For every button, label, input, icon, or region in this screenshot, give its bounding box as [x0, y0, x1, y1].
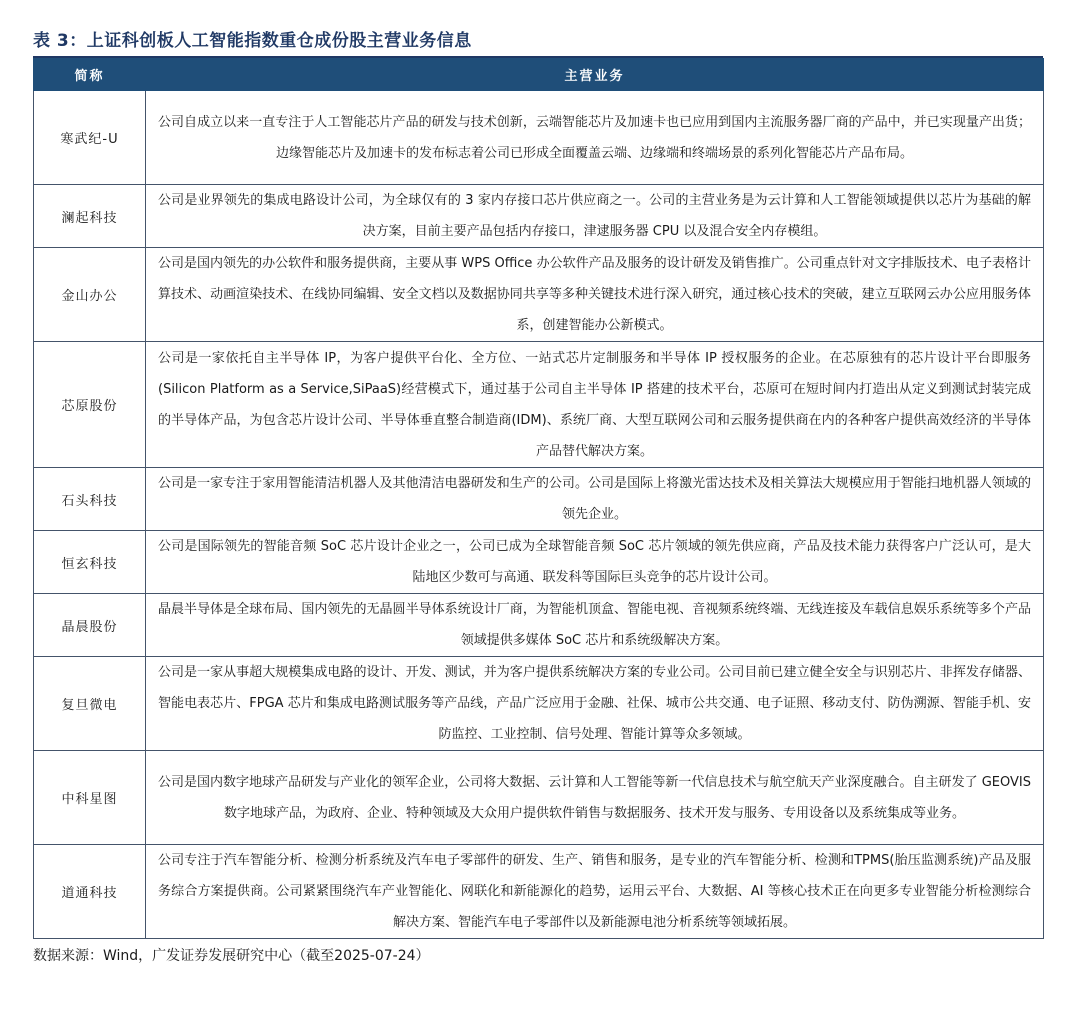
table-row	[34, 342, 1044, 468]
company-name: 澜起科技	[34, 185, 146, 248]
business-desc: 公司是一家专注于家用智能清洁机器人及其他清洁电器研发和生产的公司。公司是国际上将激光雷达技术及相关算法大规模应用于智能扫地机器人领域的领先企业。	[146, 468, 1044, 531]
business-desc: 公司是一家从事超大规模集成电路的设计、开发、测试，并为客户提供系统解决方案的专业公司。公司目前已建立健全安全与识别芯片、非挥发存储器、智能电表芯片、FPGA 芯片和集成电路测试服务等产品线，产品广泛应用于金融、社保、城市公共交通、电子证照、移动支付、防伪溯源、智能手机、安防监控、工业控制、信号处理、智能计算等众多领域。	[146, 657, 1044, 751]
table-row	[34, 185, 1044, 248]
company-name: 寒武纪-U	[34, 91, 146, 185]
company-name: 道通科技	[34, 845, 146, 939]
company-name: 复旦微电	[34, 657, 146, 751]
table-row	[34, 594, 1044, 657]
table-row	[34, 248, 1044, 342]
table-title: 表 3：上证科创板人工智能指数重仓成份股主营业务信息	[33, 26, 1043, 58]
table-row	[34, 91, 1044, 185]
company-name: 芯原股份	[34, 342, 146, 468]
business-desc: 公司是一家依托自主半导体 IP，为客户提供平台化、全方位、一站式芯片定制服务和半导体 IP 授权服务的企业。在芯原独有的芯片设计平台即服务(Silicon Platform as a Service,SiPaaS)经营模式下，通过基于公司自主半导体 IP 搭建的技术平台，芯原可在短时间内打造出从定义到测试封装完成的半导体产品，为包含芯片设计公司、半导体垂直整合制造商(IDM)、系统厂商、大型互联网公司和云服务提供商在内的各种客户提供高效经济的半导体产品替代解决方案。	[146, 342, 1044, 468]
table-row	[34, 845, 1044, 939]
table-row	[34, 531, 1044, 594]
table-header-row	[34, 59, 1044, 91]
business-desc: 公司专注于汽车智能分析、检测分析系统及汽车电子零部件的研发、生产、销售和服务，是专业的汽车智能分析、检测和TPMS(胎压监测系统)产品及服务综合方案提供商。公司紧紧围绕汽车产业智能化、网联化和新能源化的趋势，运用云平台、大数据、AI 等核心技术正在向更多专业智能分析检测综合解决方案、智能汽车电子零部件以及新能源电池分析系统等领域拓展。	[146, 845, 1044, 939]
header-name: 简称	[34, 59, 146, 91]
data-source-note: 数据来源：Wind，广发证券发展研究中心（截至2025-07-24）	[33, 948, 430, 964]
business-desc: 公司是国际领先的智能音频 SoC 芯片设计企业之一，公司已成为全球智能音频 SoC 芯片领域的领先供应商，产品及技术能力获得客户广泛认可，是大陆地区少数可与高通、联发科等国际巨头竞争的芯片设计公司。	[146, 531, 1044, 594]
table-row	[34, 657, 1044, 751]
table-row	[34, 751, 1044, 845]
business-info-table	[33, 58, 1044, 939]
company-name: 中科星图	[34, 751, 146, 845]
business-desc: 晶晨半导体是全球布局、国内领先的无晶圆半导体系统设计厂商，为智能机顶盒、智能电视、音视频系统终端、无线连接及车载信息娱乐系统等多个产品领域提供多媒体 SoC 芯片和系统级解决方案。	[146, 594, 1044, 657]
business-desc: 公司是国内数字地球产品研发与产业化的领军企业，公司将大数据、云计算和人工智能等新一代信息技术与航空航天产业深度融合。自主研发了 GEOVIS 数字地球产品，为政府、企业、特种领域及大众用户提供软件销售与数据服务、技术开发与服务、专用设备以及系统集成等业务。	[146, 751, 1044, 845]
business-desc: 公司是国内领先的办公软件和服务提供商，主要从事 WPS Office 办公软件产品及服务的设计研发及销售推广。公司重点针对文字排版技术、电子表格计算技术、动画渲染技术、在线协同编辑、安全文档以及数据协同共享等多种关键技术进行深入研究，通过核心技术的突破，建立互联网云办公应用服务体系，创建智能办公新模式。	[146, 248, 1044, 342]
business-desc: 公司自成立以来一直专注于人工智能芯片产品的研发与技术创新，云端智能芯片及加速卡也已应用到国内主流服务器厂商的产品中，并已实现量产出货；边缘智能芯片及加速卡的发布标志着公司已形成全面覆盖云端、边缘端和终端场景的系列化智能芯片产品布局。	[146, 91, 1044, 185]
company-name: 石头科技	[34, 468, 146, 531]
document	[33, 26, 1043, 967]
company-name: 金山办公	[34, 248, 146, 342]
header-business: 主营业务	[146, 59, 1044, 91]
company-name: 晶晨股份	[34, 594, 146, 657]
table-row	[34, 468, 1044, 531]
company-name: 恒玄科技	[34, 531, 146, 594]
business-desc: 公司是业界领先的集成电路设计公司，为全球仅有的 3 家内存接口芯片供应商之一。公司的主营业务是为云计算和人工智能领域提供以芯片为基础的解决方案，目前主要产品包括内存接口，津逮服务器 CPU 以及混合安全内存模组。	[146, 185, 1044, 248]
